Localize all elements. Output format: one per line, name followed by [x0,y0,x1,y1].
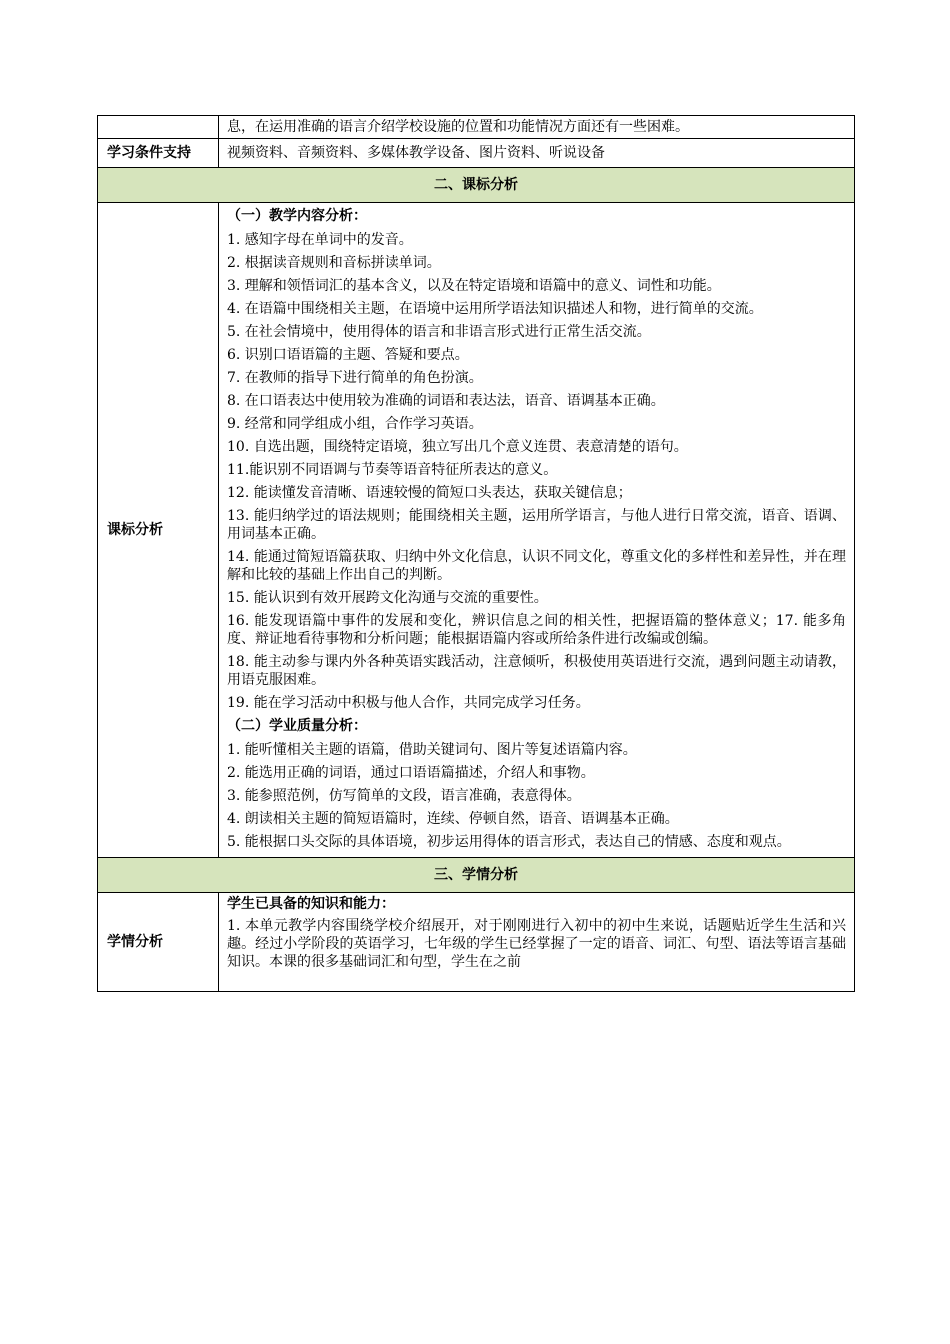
list-item: 1. 能听懂相关主题的语篇，借助关键词句、图片等复述语篇内容。 [227,742,637,758]
learner-paragraph-clip [227,917,846,991]
continuation-text: 息，在运用准确的语言介绍学校设施的位置和功能情况方面还有一些困难。 [219,116,855,139]
section-header-learner [98,858,855,893]
section-header-curriculum [98,168,855,203]
section-title-curriculum: 二、课标分析 [98,168,855,203]
list-item: 5. 能根据口头交际的具体语境，初步运用得体的语言形式，表达自己的情感、态度和观点。 [227,834,791,850]
list-item: 11.能识别不同语调与节奏等语音特征所表达的意义。 [227,462,558,478]
list-item: 18. 能主动参与课内外各种英语实践活动，注意倾听，积极使用英语进行交流，遇到问题主动请教，用语克服困难。 [227,654,846,688]
learner-row [98,893,855,992]
support-row [98,139,855,168]
quality-analysis-list [227,741,846,851]
list-item: 2. 能选用正确的词语，通过口语语篇描述，介绍人和事物。 [227,765,595,781]
list-item: 12. 能读懂发音清晰、语速较慢的简短口头表达，获取关键信息； [227,485,632,501]
list-item: 4. 朗读相关主题的简短语篇时，连续、停顿自然，语音、语调基本正确。 [227,811,679,827]
content-analysis-subtitle: （一）教学内容分析： [227,208,367,224]
list-item: 10. 自选出题，围绕特定语境，独立写出几个意义连贯、表意清楚的语句。 [227,439,688,455]
curriculum-content [219,203,855,858]
learner-content [219,893,855,992]
list-item: 14. 能通过简短语篇获取、归纳中外文化信息，认识不同文化，尊重文化的多样性和差异性，并在理解和比较的基础上作出自己的判断。 [227,549,846,583]
list-item: 9. 经常和同学组成小组，合作学习英语。 [227,416,483,432]
learner-subtitle: 学生已具备的知识和能力： [227,896,395,912]
lesson-plan-table [97,115,855,992]
learner-paragraph: 1. 本单元教学内容围绕学校介绍展开，对于刚刚进行入初中的初中生来说，话题贴近学生生活和兴趣。经过小学阶段的英语学习，七年级的学生已经掌握了一定的语音、词汇、句型、语法等语言基础知识。本课的很多基础词汇和句型，学生在之前 [227,918,846,970]
learner-label: 学情分析 [98,893,219,992]
list-item: 3. 能参照范例，仿写简单的文段，语言准确，表意得体。 [227,788,581,804]
curriculum-label: 课标分析 [98,203,219,858]
curriculum-row [98,203,855,858]
list-item: 2. 根据读音规则和音标拼读单词。 [227,255,441,271]
list-item: 4. 在语篇中围绕相关主题，在语境中运用所学语法知识描述人和物，进行简单的交流。 [227,301,763,317]
empty-label-cell [98,116,219,139]
list-item: 19. 能在学习活动中积极与他人合作，共同完成学习任务。 [227,695,590,711]
list-item: 6. 识别口语语篇的主题、答疑和要点。 [227,347,469,363]
content-analysis-list [227,231,846,712]
quality-analysis-subtitle: （二）学业质量分析： [227,718,367,734]
list-item: 7. 在教师的指导下进行简单的角色扮演。 [227,370,483,386]
continuation-row [98,116,855,139]
list-item: 16. 能发现语篇中事件的发展和变化，辨识信息之间的相关性，把握语篇的整体意义；17. 能多角度、辩证地看待事物和分析问题；能根据语篇内容或所给条件进行改编或创编。 [227,613,846,647]
list-item: 13. 能归纳学过的语法规则；能围绕相关主题，运用所学语言，与他人进行日常交流，语音、语调、用词基本正确。 [227,508,846,542]
support-label: 学习条件支持 [98,139,219,168]
list-item: 5. 在社会情境中，使用得体的语言和非语言形式进行正常生活交流。 [227,324,651,340]
list-item: 3. 理解和领悟词汇的基本含义，以及在特定语境和语篇中的意义、词性和功能。 [227,278,721,294]
section-title-learner: 三、学情分析 [98,858,855,893]
list-item: 1. 感知字母在单词中的发音。 [227,232,413,248]
list-item: 8. 在口语表达中使用较为准确的词语和表达法，语音、语调基本正确。 [227,393,665,409]
list-item: 15. 能认识到有效开展跨文化沟通与交流的重要性。 [227,590,548,606]
support-text: 视频资料、音频资料、多媒体教学设备、图片资料、听说设备 [219,139,855,168]
